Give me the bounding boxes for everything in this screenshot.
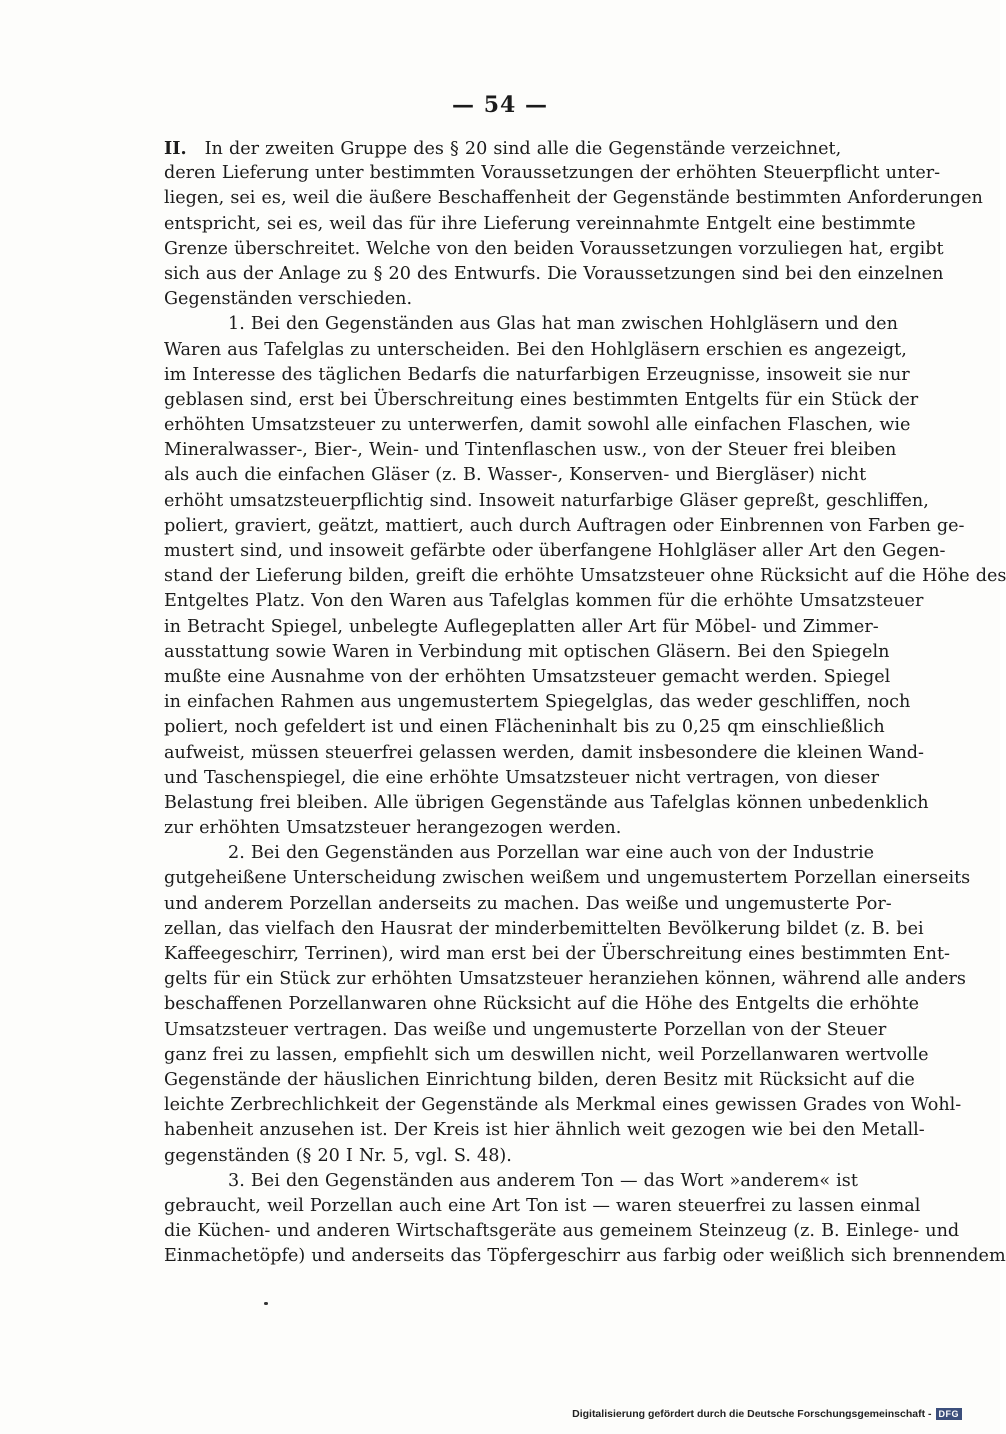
text-line: mustert sind, und insoweit gefärbte oder überfangene Hohlgläser aller Art den Gegen- <box>164 541 946 561</box>
text-line: und anderem Porzellan anderseits zu machen. Das weiße und ungemusterte Por- <box>164 893 892 914</box>
text-line: II. In der zweiten Gruppe des § 20 sind alle die Gegenstände verzeichnet, <box>164 138 842 159</box>
text-line: beschaffenen Porzellanwaren ohne Rücksicht auf die Höhe des Entgelts die erhöhte <box>164 994 920 1015</box>
text-line: Kaffeegeschirr, Terrinen), wird man erst bei der Überschreitung eines bestimmten Ent- <box>164 944 950 964</box>
text-line: gegenständen (§ 20 I Nr. 5, vgl. S. 48). <box>164 1145 512 1166</box>
text-line: sich aus der Anlage zu § 20 des Entwurfs. Die Voraussetzungen sind bei den einzelnen <box>164 263 944 284</box>
footer-credit <box>572 1408 962 1420</box>
text-line: zur erhöhten Umsatzsteuer herangezogen werden. <box>164 818 622 839</box>
text-line: aufweist, müssen steuerfrei gelassen werden, damit insbesondere die kleinen Wand- <box>164 742 924 763</box>
text-line: poliert, graviert, geätzt, mattiert, auch durch Auftragen oder Einbrennen von Farben ge- <box>164 515 965 536</box>
text-line: in einfachen Rahmen aus ungemustertem Spiegelglas, das weder geschliffen, noch <box>164 692 911 713</box>
text-line: geblasen sind, erst bei Überschreitung eines bestimmten Entgelts für ein Stück der <box>164 389 919 410</box>
text-line: liegen, sei es, weil die äußere Beschaffenheit der Gegenstände bestimmten Anforderungen <box>164 188 983 209</box>
text-line: entspricht, sei es, weil das für ihre Lieferung vereinnahmte Entgelt eine bestimmte <box>164 213 916 234</box>
text-line: Grenze überschreitet. Welche von den beiden Voraussetzungen vorzuliegen hat, ergibt <box>164 238 944 259</box>
dfg-logo: DFG <box>936 1408 963 1420</box>
text-line: Mineralwasser-, Bier-, Wein- und Tintenflaschen usw., von der Steuer frei bleiben <box>164 440 897 461</box>
text-line: im Interesse des täglichen Bedarfs die naturfarbigen Erzeugnisse, insoweit sie nur <box>164 364 910 385</box>
text-line: mußte eine Ausnahme von der erhöhten Umsatzsteuer gemacht werden. Spiegel <box>164 666 891 687</box>
text-line: in Betracht Spiegel, unbelegte Auflegeplatten aller Art für Möbel- und Zimmer- <box>164 616 879 637</box>
text-line: deren Lieferung unter bestimmten Voraussetzungen der erhöhten Steuerpflicht unter- <box>164 163 941 184</box>
text-line: Gegenstände der häuslichen Einrichtung bilden, deren Besitz mit Rücksicht auf die <box>164 1069 915 1090</box>
text-line: gutgeheißene Unterscheidung zwischen weißem und ungemustertem Porzellan einerseits <box>164 868 971 889</box>
scan-speck <box>264 1302 268 1305</box>
text-line: die Küchen- und anderen Wirtschaftsgeräte aus gemeinem Steinzeug (z. B. Einlege- und <box>164 1221 960 1242</box>
paragraph-start-line: 3. Bei den Gegenständen aus anderem Ton — das Wort »anderem« ist <box>228 1170 858 1191</box>
text-line: Einmachetöpfe) und anderseits das Töpfergeschirr aus farbig oder weißlich sich brennendem <box>164 1246 1006 1267</box>
text-line: poliert, noch gefeldert ist und einen Flächeninhalt bis zu 0,25 qm einschließlich <box>164 717 885 738</box>
text-line: Belastung frei bleiben. Alle übrigen Gegenstände aus Tafelglas können unbedenklich <box>164 792 929 813</box>
text-line: Waren aus Tafelglas zu unterscheiden. Bei den Hohlgläsern erschien es angezeigt, <box>164 339 907 360</box>
text-line: zellan, das vielfach den Hausrat der minderbemittelten Bevölkerung bildet (z. B. bei <box>164 918 924 939</box>
text-line: gelts für ein Stück zur erhöhten Umsatzsteuer heranziehen können, während alle anders <box>164 969 966 990</box>
text-line: als auch die einfachen Gläser (z. B. Wasser-, Konserven- und Biergläser) nicht <box>164 465 867 486</box>
page-number: — 54 — <box>452 92 548 118</box>
text-line: und Taschenspiegel, die eine erhöhte Umsatzsteuer nicht vertragen, von dieser <box>164 767 880 788</box>
text-line: ganz frei zu lassen, empfiehlt sich um deswillen nicht, weil Porzellanwaren wertvolle <box>164 1044 929 1065</box>
text-line: stand der Lieferung bilden, greift die erhöhte Umsatzsteuer ohne Rücksicht auf die Höhe des <box>164 566 1006 587</box>
section-label: II. <box>164 138 187 159</box>
text-line: Gegenständen verschieden. <box>164 289 413 310</box>
text-line: leichte Zerbrechlichkeit der Gegenstände als Merkmal eines gewissen Grades von Wohl- <box>164 1095 962 1116</box>
paragraph-start-line: 2. Bei den Gegenständen aus Porzellan war eine auch von der Industrie <box>228 843 875 864</box>
footer-text: Digitalisierung gefördert durch die Deutsche Forschungsgemeinschaft - <box>572 1408 932 1420</box>
paragraph-start-line: 1. Bei den Gegenständen aus Glas hat man zwischen Hohlgläsern und den <box>228 314 898 335</box>
text-line: Umsatzsteuer vertragen. Das weiße und ungemusterte Porzellan von der Steuer <box>164 1019 887 1040</box>
text-line: gebraucht, weil Porzellan auch eine Art Ton ist — waren steuerfrei zu lassen einmal <box>164 1195 921 1216</box>
text-line: erhöhten Umsatzsteuer zu unterwerfen, damit sowohl alle einfachen Flaschen, wie <box>164 415 911 436</box>
text-line: ausstattung sowie Waren in Verbindung mit optischen Gläsern. Bei den Spiegeln <box>164 641 890 662</box>
text-line: Entgeltes Platz. Von den Waren aus Tafelglas kommen für die erhöhte Umsatzsteuer <box>164 591 924 612</box>
text-line: erhöht umsatzsteuerpflichtig sind. Insoweit naturfarbige Gläser gepreßt, geschliffen, <box>164 490 929 511</box>
text-line: habenheit anzusehen ist. Der Kreis ist hier ähnlich weit gezogen wie bei den Metall- <box>164 1120 925 1141</box>
body-text <box>164 136 1006 1269</box>
